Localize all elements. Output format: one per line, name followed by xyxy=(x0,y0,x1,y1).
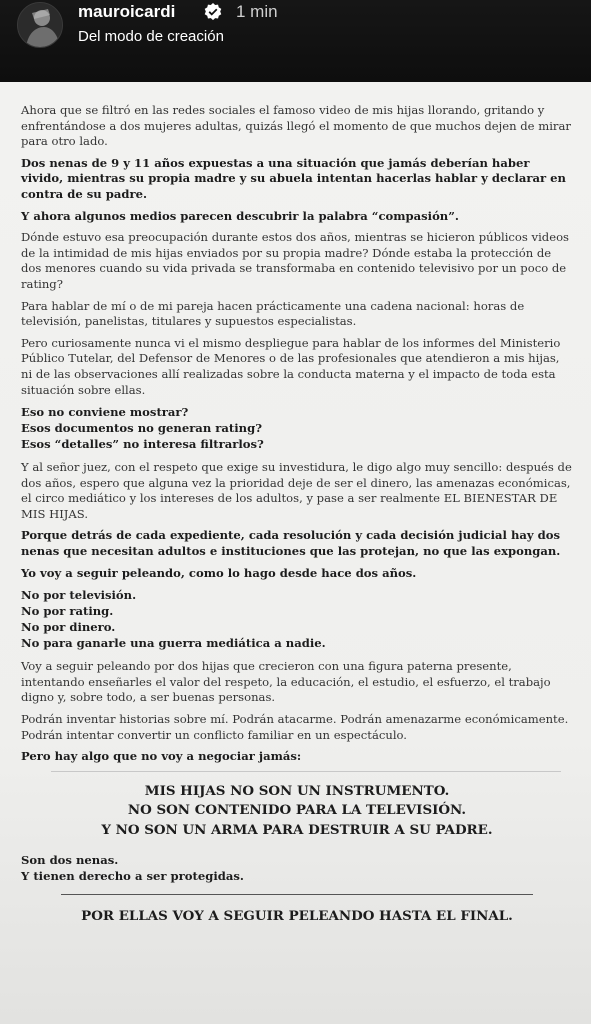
username[interactable]: mauroicardi xyxy=(78,2,176,21)
closing-line: Y tienen derecho a ser protegidas. xyxy=(21,869,244,884)
post-time: 1 min xyxy=(236,2,278,21)
paragraph: Ahora que se filtró en las redes sociales el famoso video de mis hijas llorando, gritando y enfrentándose a dos mujeres adultas, quizás llegó el momento de que muchos dejen de mirar para otro lado. xyxy=(21,103,571,149)
statement-text xyxy=(21,103,573,925)
negation-line: No por dinero. xyxy=(21,620,116,635)
paragraph: Voy a seguir peleando por dos hijas que crecieron con una figura paterna presente, intentando enseñarles el valor del respeto, la educación, el estudio, el esfuerzo, el trabajo digno y, sobre todo, a ser buenas personas. xyxy=(21,659,551,705)
paragraph: Para hablar de mí o de mi pareja hacen prácticamente una cadena nacional: horas de televisión, panelistas, titulares y supuestos especialistas. xyxy=(21,298,525,329)
negation-line: No por rating. xyxy=(21,604,114,619)
paragraph: Dónde estuvo esa preocupación durante estos dos años, mientras se hicieron públicos videos de la intimidad de mis hijas enviados por su propia madre? Dónde estaba la protección de dos menores cuando su vida privada se transformaba en contenido televisivo por un poco de rating? xyxy=(21,230,570,291)
paragraph: Dos nenas de 9 y 11 años expuestas a una situación que jamás deberían haber vivido, mientras su propia madre y su abuela intentan hacerlas hablar y declarar en contra de su padre. xyxy=(21,155,566,201)
divider xyxy=(51,771,561,772)
closing-lines xyxy=(21,852,573,884)
declaration-line: NO SON CONTENIDO PARA LA TELEVISIÓN. xyxy=(127,802,467,819)
story-header xyxy=(0,0,591,82)
verified-badge-icon xyxy=(204,3,222,21)
question-line: Esos “detalles” no interesa filtrarlos? xyxy=(21,437,264,452)
paragraph: Y al señor juez, con el respeto que exige su investidura, le digo algo muy sencillo: después de dos años, espero que alguna vez la prioridad deje de ser el dinero, las amenazas económicas, el circo mediático y los intereses de los adultos, y pase a ser realmente EL BIENESTAR DE MIS HIJAS. xyxy=(21,460,572,521)
avatar[interactable] xyxy=(17,2,63,48)
paragraph: Pero curiosamente nunca vi el mismo despliegue para hablar de los informes del Ministerio Público Tutelar, del Defensor de Menores o de las profesionales que atendieron a mis hijas, ni de las observaciones allí realizadas sobre la conducta materna y el impacto de toda esta situación sobre ellas. xyxy=(21,335,561,397)
negation-line: No para ganarle una guerra mediática a nadie. xyxy=(21,636,326,651)
divider xyxy=(61,894,533,895)
question-list xyxy=(21,404,573,452)
creation-mode-label: Del modo de creación xyxy=(78,28,224,45)
paragraph: Porque detrás de cada expediente, cada resolución y cada decisión judicial hay dos nenas que necesitan adultos e instituciones que las protejan, no que las expongan. xyxy=(21,528,561,559)
question-line: Esos documentos no generan rating? xyxy=(21,421,262,436)
paragraph: Podrán inventar historias sobre mí. Podrán atacarme. Podrán amenazarme económicamente. Podrán intentar convertir un conflicto familiar en un espectáculo. xyxy=(21,712,569,742)
declaration-line: MIS HIJAS NO SON UN INSTRUMENTO. xyxy=(144,782,450,799)
profile-photo-icon xyxy=(18,3,62,47)
closing-line: Son dos nenas. xyxy=(21,853,119,868)
negation-line: No por televisión. xyxy=(21,588,137,603)
paragraph: Pero hay algo que no voy a negociar jamás: xyxy=(21,749,302,764)
question-line: Eso no conviene mostrar? xyxy=(21,405,189,420)
final-statement: POR ELLAS VOY A SEGUIR PELEANDO HASTA EL FINAL. xyxy=(81,908,513,925)
declaration-block xyxy=(21,782,573,841)
negation-list xyxy=(21,587,573,651)
paragraph: Yo voy a seguir peleando, como lo hago desde hace dos años. xyxy=(21,565,417,580)
paragraph: Y ahora algunos medios parecen descubrir la palabra “compasión”. xyxy=(21,208,459,223)
declaration-line: Y NO SON UN ARMA PARA DESTRUIR A SU PADRE. xyxy=(101,821,493,838)
